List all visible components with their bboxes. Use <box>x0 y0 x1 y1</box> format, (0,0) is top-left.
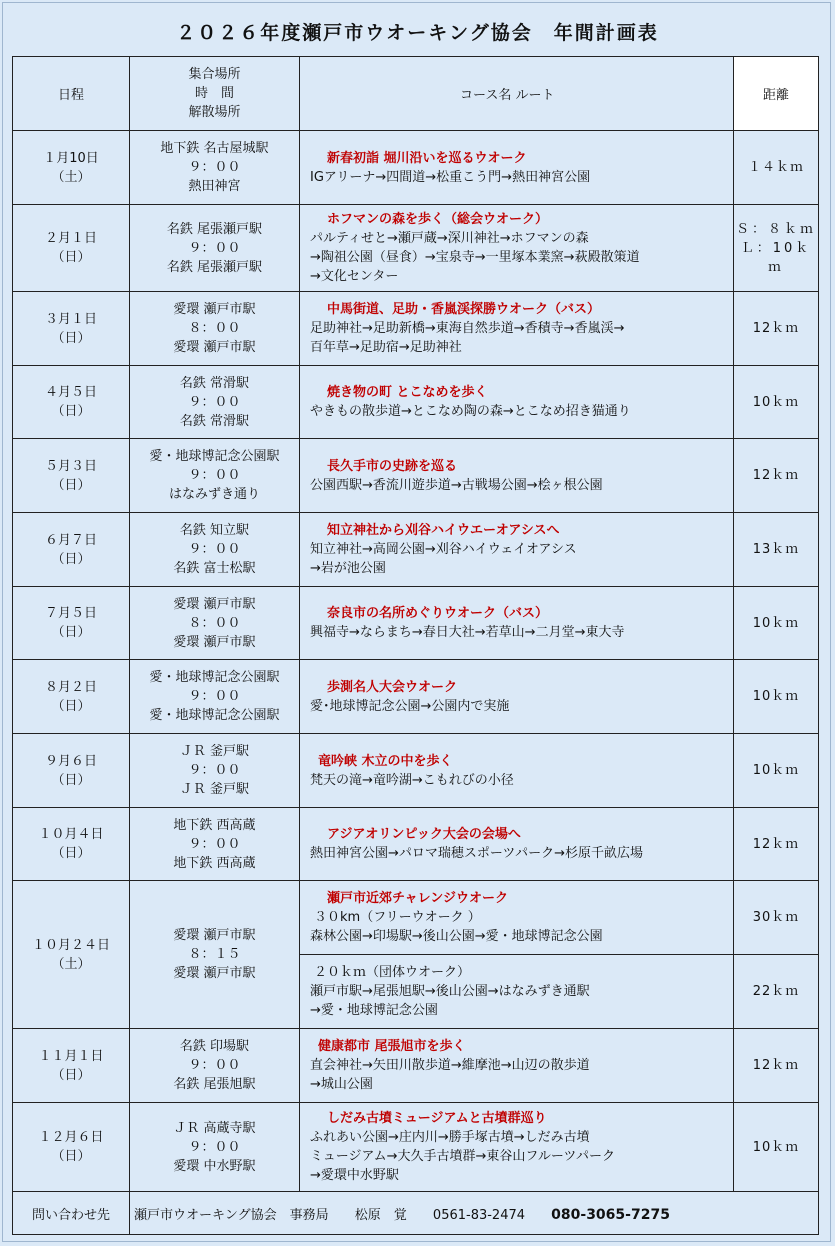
meeting-place: 地下鉄 名古屋城駅 <box>160 141 269 156</box>
date: ６月７日 <box>44 532 97 548</box>
date: ８月２日 <box>44 679 97 695</box>
date: ３月１日 <box>44 311 97 327</box>
date-cell <box>13 808 130 881</box>
route-line: →愛・地球博記念公園 <box>310 1003 438 1018</box>
place-cell <box>130 513 300 587</box>
date-cell <box>13 587 130 660</box>
route-line: 興福寺→ならまち→春日大社→若草山→二月堂→東大寺 <box>310 625 625 640</box>
meeting-time: ９：００ <box>188 763 241 778</box>
course-name: 焼き物の町 とこなめを歩く <box>327 385 488 400</box>
contact-tel-mobile: 080-3065-7275 <box>551 1206 670 1223</box>
date: １月10日 <box>43 150 99 166</box>
dismissal-place: 地下鉄 西高蔵 <box>173 855 256 871</box>
weekday: （日） <box>51 330 91 346</box>
route-line: →文化センター <box>310 269 399 284</box>
meeting-place: 愛環 瀬戸市駅 <box>173 596 256 612</box>
dismissal-place: 名鉄 尾張旭駅 <box>173 1077 256 1092</box>
route-line: 梵天の滝→竜吟湖→こもれびの小径 <box>310 772 514 788</box>
route-line: 知立神社→高岡公園→刈谷ハイウェイオアシス <box>310 542 577 557</box>
course-cell <box>300 439 734 513</box>
date: ９月６日 <box>44 753 97 769</box>
route-line: →岩が池公園 <box>310 561 386 576</box>
meeting-time: ９：００ <box>188 836 241 852</box>
date-cell <box>13 881 130 1029</box>
table-row <box>13 205 819 292</box>
meeting-time: ９：００ <box>188 240 241 256</box>
distance-cell <box>734 205 819 292</box>
course-name: 瀬戸市近郊チャレンジウオーク <box>327 891 508 906</box>
date-cell <box>13 1029 130 1103</box>
course-name: 新春初詣 堀川沿いを巡るウオーク <box>327 150 527 166</box>
meeting-place: 名鉄 印場駅 <box>179 1039 250 1054</box>
date: １０月２４日 <box>31 937 110 953</box>
course-cell <box>300 955 734 1029</box>
dismissal-place: 名鉄 富士松駅 <box>173 561 256 576</box>
page-title: ２０２６年度瀬戸市ウオーキング協会 年間計画表 <box>176 22 659 44</box>
course-cell <box>300 587 734 660</box>
header-course: コース名 ルート <box>300 57 734 131</box>
meeting-time: ９：００ <box>188 160 241 175</box>
course-name: 竜吟峡 木立の中を歩く <box>318 753 453 769</box>
distance-cell: 10ｋｍ <box>734 660 819 734</box>
date: １１月１日 <box>38 1048 104 1064</box>
course-name: 歩測名人大会ウオーク <box>327 679 458 695</box>
date-cell <box>13 366 130 439</box>
weekday: （日） <box>51 772 91 788</box>
schedule-body-oct <box>13 881 819 1029</box>
course-cell <box>300 734 734 808</box>
distance-cell: 30ｋｍ <box>734 881 819 955</box>
course-cell <box>300 1103 734 1192</box>
course-cell <box>300 881 734 955</box>
meeting-place: 愛・地球博記念公園駅 <box>149 449 280 464</box>
meeting-place: ＪＲ 釜戸駅 <box>179 744 250 759</box>
header-row <box>13 57 819 131</box>
course-name: 知立神社から刈谷ハイウエーオアシスへ <box>327 523 560 538</box>
weekday: （日） <box>51 250 91 265</box>
table-row <box>13 587 819 660</box>
date: ４月５日 <box>44 385 97 400</box>
dismissal-place: ＪＲ 釜戸駅 <box>179 782 250 797</box>
course-name: 健康都市 尾張旭市を歩く <box>318 1039 466 1054</box>
weekday: （日） <box>51 698 91 714</box>
table-row <box>13 439 819 513</box>
distance-cell: 12ｋｍ <box>734 808 819 881</box>
date-cell <box>13 205 130 292</box>
route-line: 愛･地球博記念公園→公園内で実施 <box>310 698 510 714</box>
place-cell <box>130 131 300 205</box>
route-line: 熱田神宮公園→パロマ瑞穂スポーツパーク→杉原千畝広場 <box>310 846 644 861</box>
route-line: 瀬戸市駅→尾張旭駅→後山公園→はなみずき通駅 <box>310 984 590 999</box>
table-row <box>13 881 819 955</box>
distance-cell: 12ｋｍ <box>734 439 819 513</box>
weekday: （日） <box>51 404 91 419</box>
dismissal-place: はなみずき通り <box>168 487 260 502</box>
place-cell <box>130 366 300 439</box>
distance-cell: 12ｋｍ <box>734 292 819 366</box>
place-cell <box>130 587 300 660</box>
place-cell <box>130 660 300 734</box>
dismissal-place: 愛環 瀬戸市駅 <box>173 966 256 981</box>
course-name: 中馬街道、足助・香嵐渓探勝ウオーク（バス） <box>327 302 601 317</box>
course-cell <box>300 513 734 587</box>
route-line: 足助神社→足助新橋→東海自然歩道→香積寺→香嵐渓→ <box>310 321 625 336</box>
course-cell <box>300 660 734 734</box>
route-line: 百年草→足助宿→足助神社 <box>310 340 462 355</box>
date: １０月４日 <box>38 827 104 842</box>
meeting-place: 愛環 瀬戸市駅 <box>173 302 256 317</box>
route-line: 公園西駅→香流川遊歩道→古戦場公園→桧ヶ根公園 <box>310 477 603 493</box>
distance-long: Ｌ：10ｋｍ <box>740 240 812 275</box>
meeting-time: ９：００ <box>188 394 241 410</box>
distance-cell: 10ｋｍ <box>734 734 819 808</box>
date-cell <box>13 734 130 808</box>
schedule-table <box>12 56 819 1235</box>
table-row <box>13 1103 819 1192</box>
schedule-body-2 <box>13 1029 819 1192</box>
dismissal-place: 愛環 中水野駅 <box>173 1158 256 1174</box>
dismissal-place: 名鉄 尾張瀬戸駅 <box>166 259 263 275</box>
place-cell <box>130 205 300 292</box>
table-row <box>13 366 819 439</box>
course-name: ホフマンの森を歩く（総会ウオーク） <box>327 212 549 227</box>
header-place-line1: 集合場所 <box>188 67 241 82</box>
course-cell <box>300 131 734 205</box>
distance-cell: 10ｋｍ <box>734 1103 819 1192</box>
dismissal-place: 名鉄 常滑駅 <box>179 413 250 429</box>
date-cell <box>13 660 130 734</box>
place-cell <box>130 439 300 513</box>
route-line: パルティせと→瀬戸蔵→深川神社→ホフマンの森 <box>310 231 589 246</box>
course-sub-label: ３０km（フリーウオーク ） <box>314 910 481 925</box>
header-place <box>130 57 300 131</box>
meeting-time: ９：００ <box>188 689 241 704</box>
meeting-time: ９：００ <box>188 1058 241 1073</box>
meeting-time: ９：００ <box>188 542 241 557</box>
course-cell <box>300 205 734 292</box>
meeting-place: ＪＲ 高蔵寺駅 <box>173 1120 256 1136</box>
meeting-place: 名鉄 常滑駅 <box>179 375 250 391</box>
header-schedule: 日程 <box>13 57 130 131</box>
route-line: ふれあい公園→庄内川→勝手塚古墳→しだみ古墳 <box>310 1130 590 1145</box>
course-cell <box>300 1029 734 1103</box>
weekday: （日） <box>51 1067 91 1083</box>
place-cell <box>130 1029 300 1103</box>
weekday: （土） <box>51 956 91 972</box>
route-line: →城山公園 <box>310 1077 373 1092</box>
table-row <box>13 1029 819 1103</box>
schedule-body <box>13 131 819 881</box>
meeting-place: 名鉄 尾張瀬戸駅 <box>166 221 263 237</box>
date: ２月１日 <box>44 231 97 246</box>
dismissal-place: 愛・地球博記念公園駅 <box>149 708 280 723</box>
route-line: 直会神社→矢田川散歩道→維摩池→山辺の散歩道 <box>310 1058 590 1073</box>
distance-cell: 22ｋｍ <box>734 955 819 1029</box>
table-row <box>13 660 819 734</box>
place-cell <box>130 1103 300 1192</box>
meeting-place: 愛環 瀬戸市駅 <box>173 928 256 943</box>
weekday: （日） <box>51 625 91 640</box>
meeting-place: 地下鉄 西高蔵 <box>173 817 256 833</box>
route-line: IGアリーナ→四間道→松重こう門→熱田神宮公園 <box>310 169 591 185</box>
distance-cell: 10ｋｍ <box>734 587 819 660</box>
weekday: （土） <box>51 169 91 185</box>
place-cell <box>130 881 300 1029</box>
route-line: →愛環中水野駅 <box>310 1168 399 1183</box>
course-name: 奈良市の名所めぐりウオーク（バス） <box>327 606 549 621</box>
table-row <box>13 131 819 205</box>
dismissal-place: 愛環 瀬戸市駅 <box>173 634 256 650</box>
meeting-time: ８：１５ <box>188 947 241 962</box>
dismissal-place: 熱田神宮 <box>188 179 241 194</box>
weekday: （日） <box>51 477 91 493</box>
meeting-time: ８：００ <box>188 321 241 336</box>
weekday: （日） <box>51 1149 91 1164</box>
course-sub-label: ２０ｋｍ（団体ウオーク） <box>314 965 471 980</box>
contact-info <box>130 1192 819 1235</box>
header-place-line3: 解散場所 <box>188 105 241 120</box>
place-cell <box>130 292 300 366</box>
route-line: 森林公園→印場駅→後山公園→愛・地球博記念公園 <box>310 929 603 944</box>
meeting-time: ８：００ <box>188 615 241 631</box>
date-cell <box>13 131 130 205</box>
course-name: しだみ古墳ミュージアムと古墳群巡り <box>327 1111 547 1126</box>
distance-cell: １４ｋｍ <box>734 131 819 205</box>
distance-short: Ｓ：８ｋｍ <box>735 221 816 237</box>
course-name: 長久手市の史跡を巡る <box>327 458 458 474</box>
contact-tel-office: 0561-83-2474 <box>432 1207 526 1223</box>
date: １２月６日 <box>38 1130 104 1145</box>
route-line: ミュージアム→大久手古墳群→東谷山フルーツパーク <box>310 1149 616 1164</box>
table-row <box>13 513 819 587</box>
date-cell <box>13 513 130 587</box>
table-row <box>13 808 819 881</box>
weekday: （日） <box>51 551 91 567</box>
contact-row <box>13 1192 819 1235</box>
distance-cell: 12ｋｍ <box>734 1029 819 1103</box>
table-row <box>13 734 819 808</box>
course-cell <box>300 808 734 881</box>
date-cell <box>13 1103 130 1192</box>
date-cell <box>13 292 130 366</box>
route-line: →陶祖公園（昼食）→宝泉寺→一里塚本業窯→萩殿散策道 <box>310 250 640 265</box>
distance-cell: 10ｋｍ <box>734 366 819 439</box>
contact-org: 瀬戸市ウオーキング協会 事務局 <box>134 1207 329 1223</box>
table-row <box>13 292 819 366</box>
date-cell <box>13 439 130 513</box>
date: ５月３日 <box>44 458 97 474</box>
meeting-time: ９：００ <box>188 468 241 483</box>
date: ７月５日 <box>44 606 97 621</box>
meeting-place: 名鉄 知立駅 <box>179 523 250 538</box>
course-name: アジアオリンピック大会の会場へ <box>327 827 521 842</box>
dismissal-place: 愛環 瀬戸市駅 <box>173 340 256 355</box>
weekday: （日） <box>51 846 91 861</box>
contact-person: 松原 覚 <box>354 1207 407 1223</box>
distance-cell: 13ｋｍ <box>734 513 819 587</box>
course-cell <box>300 292 734 366</box>
contact-label: 問い合わせ先 <box>13 1192 130 1235</box>
header-distance: 距離 <box>734 57 819 131</box>
place-cell <box>130 734 300 808</box>
course-cell <box>300 366 734 439</box>
header-place-line2: 時 間 <box>194 86 234 101</box>
meeting-place: 愛・地球博記念公園駅 <box>149 670 280 685</box>
meeting-time: ９：００ <box>188 1139 241 1155</box>
route-line: やきもの散歩道→とこなめ陶の森→とこなめ招き猫通り <box>310 404 631 419</box>
place-cell <box>130 808 300 881</box>
